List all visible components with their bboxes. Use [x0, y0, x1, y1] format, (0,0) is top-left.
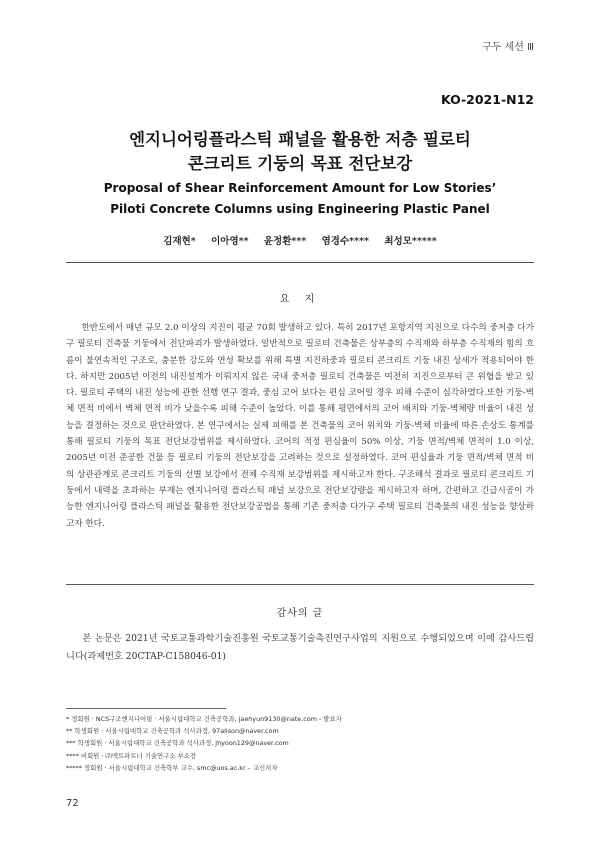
- footnotes: [66, 713, 534, 774]
- author-3: 윤정환***: [263, 236, 307, 247]
- english-title: [0, 178, 600, 220]
- footnote-rule: [66, 708, 226, 709]
- footnote-4: **** 비회원 · ㈜엑트파트너 기술연구소 부소장: [66, 751, 197, 760]
- abstract-bottom-divider: [66, 584, 534, 585]
- footnote-3: *** 학생회원 · 서울시립대학교 건축공학과 석사과정, jhyoon129@naver.com: [66, 739, 289, 748]
- footnote-2: ** 학생회원 · 서울시립대학교 건축공학과 석사과정, 97alison@naver.com: [66, 727, 279, 736]
- session-label: 구두 세션 Ⅲ: [482, 42, 534, 53]
- acknowledgement-body: 본 논문은 2021년 국토교통과학기술진흥원 국토교통기술촉진연구사업의 지원으로 수행되었으며 이에 감사드립니다(과제번호 20CTAP-C158046-01): [66, 633, 534, 662]
- korean-title-line-2: 콘크리트 기둥의 목표 전단보강: [187, 154, 413, 173]
- english-title-line-2: Piloti Concrete Columns using Engineering Plastic Panel: [110, 202, 490, 216]
- korean-title: [0, 128, 600, 176]
- page-number: 72: [66, 798, 79, 809]
- author-list: [0, 233, 600, 247]
- korean-title-line-1: 엔지니어링플라스틱 패널을 활용한 저층 필로티: [129, 130, 471, 149]
- footnote-1: * 정회원 · NCS구조엔지니어링 · 서울시립대학교 건축공학과, jaehyun9130@nate.com - 발표자: [66, 715, 342, 723]
- abstract-body: 한반도에서 매년 규모 2.0 이상의 지진이 평균 70회 발생하고 있다. 특히 2017년 포항지역 지진으로 다수의 중저층 다가구 필로티 건축물 기둥에서 전단파괴가 발생하였다. 일반적으로 필로티 건축물은 상부층의 수직재와 하부층 수직재의 힘의 흐름이 불연속적인 구조로, 충분한 강도와 연성 확보를 위해 특별 지진하중과 필로티 콘크리트 기둥 내진 상세가 적용되어야 한다. 하지만 2005년 이전의 내진설계가 이뤄지지 않은 국내 중저층 필로티 건축물은 여전히 지진으로부터 큰 위협을 받고 있다. 필로티 주택의 내진 성능에 관한 선행 연구 결과, 중심 코어 보다는 편심 코어일 경우 피해 수준이 심각하였다.또한 기둥-벽체 면적 비에서 벽체 면적 비가 낮을수록 피해 수준이 높았다. 이를 통해 평면에서의 코어 배치와 기둥-벽체량 비율이 내진 성능을 결정하는 것으로 판단하였다. 본 연구에서는 실제 피해를 본 건축물의 코어 위치와 기둥-벽체 비율에 따른 손상도 통계를 통해 필로티 기둥의 목표 전단보강범위를 제시하였다. 코어의 적정 편심율이 50% 이상, 기둥 면적/벽체 면적이 1.0 이상, 2005년 이전 준공한 건물 등 필로티 기둥의 전단보강을 고려하는 것으로 설정하였다. 코어 편심율과 기둥 면적/벽체 면적 비의 상관관계로 콘크리트 기둥의 선별 보강에서 전체 수직재 보강범위를 제시하고자 한다. 구조해석 결과로 필로티 콘크리트 기둥에서 내력을 초과하는 부재는 엔지니어링 플라스틱 패널 보강으로 전단보강량을 제시하고자 하며, 간편하고 긴급시공이 가능한 엔지니어링 플라스틱 패널을 활용한 전단보강공법을 통해 기존 중저층 다가구 주택 필로티 건축물의 내진 성능을 향상하고자 한다.: [66, 323, 534, 529]
- footnote-5: ***** 정회원 · 서울시립대학교 건축학부 교수, smc@uos.ac.kr – 교신저자: [66, 763, 278, 772]
- author-5: 최성모*****: [384, 236, 437, 247]
- abstract-top-divider: [66, 262, 534, 263]
- abstract-heading: 요 지: [279, 294, 321, 305]
- acknowledgement-heading: 감사의 글: [276, 608, 324, 619]
- english-title-line-1: Proposal of Shear Reinforcement Amount for Low Stories’: [103, 181, 497, 195]
- paper-code: KO-2021-N12: [440, 92, 534, 107]
- author-1: 김재현*: [163, 236, 196, 247]
- author-4: 염경수****: [321, 236, 370, 247]
- author-2: 이아영**: [211, 236, 249, 247]
